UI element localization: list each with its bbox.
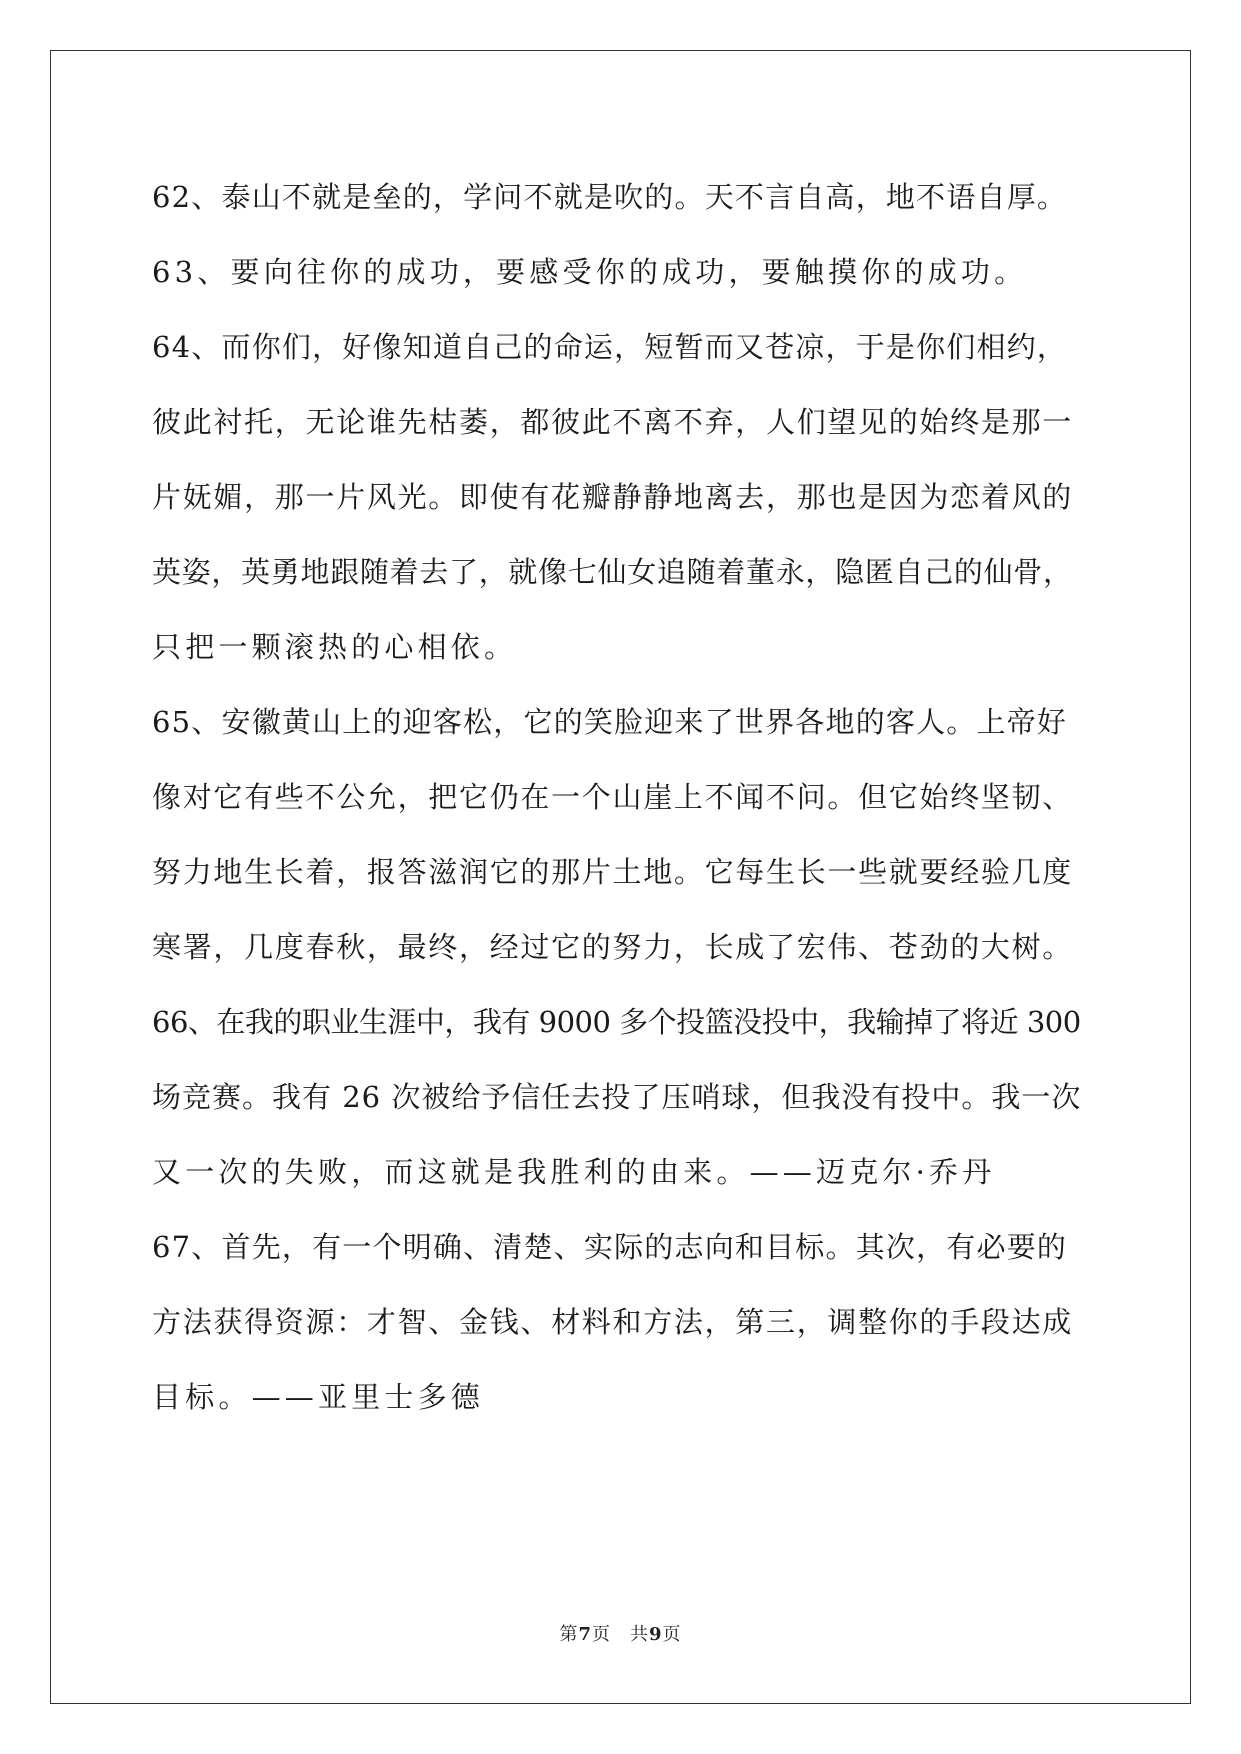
text-line: 65、安徽黄山上的迎客松，它的笑脸迎来了世界各地的客人。上帝好 [152,705,1068,739]
total-pages-number: 9 [649,1624,663,1645]
text-line: 又一次的失败，而这就是我胜利的由来。——迈克尔·乔丹 [152,1155,996,1189]
text-line: 场竞赛。我有 26 次被给予信任去投了压哨球，但我没有投中。我一次 [152,1080,1082,1114]
text-line: 寒署，几度春秋，最终，经过它的努力，长成了宏伟、苍劲的大树。 [152,930,1074,964]
text-line: 64、而你们，好像知道自己的命运，短暂而又苍凉，于是你们相约， [152,330,1068,364]
document-body [152,160,1082,1435]
text-line: 66、在我的职业生涯中，我有 9000 多个投篮没投中，我输掉了将近 300 [152,1005,1081,1039]
text-line: 只把一颗滚热的心相依。 [152,630,518,664]
text-line: 方法获得资源：才智、金钱、材料和方法，第三，调整你的手段达成 [152,1305,1074,1339]
text-line: 努力地生长着，报答滋润它的那片土地。它每生长一些就要经验几度 [152,855,1074,889]
current-page-number: 7 [578,1624,592,1645]
text-line: 片妩媚，那一片风光。即使有花瓣静静地离去，那也是因为恋着风的 [152,480,1074,514]
text-line: 目标。——亚里士多德 [152,1380,485,1414]
page-number-footer [0,1620,1241,1646]
page-prefix: 第 [559,1624,579,1645]
text-line: 像对它有些不公允，把它仍在一个山崖上不闻不问。但它始终坚韧、 [152,780,1074,814]
page-mid: 页 共 [592,1624,649,1645]
page-suffix: 页 [662,1624,682,1645]
text-line: 英姿，英勇地跟随着去了，就像七仙女追随着董永，隐匿自己的仙骨， [152,555,1073,589]
text-line: 彼此衬托，无论谁先枯萎，都彼此不离不弃，人们望见的始终是那一 [152,405,1074,439]
text-line: 62、泰山不就是垒的，学问不就是吹的。天不言自高，地不语自厚。 [152,180,1068,214]
text-line: 63、要向往你的成功，要感受你的成功，要触摸你的成功。 [152,255,1028,289]
text-line: 67、首先，有一个明确、清楚、实际的志向和目标。其次，有必要的 [152,1230,1068,1264]
